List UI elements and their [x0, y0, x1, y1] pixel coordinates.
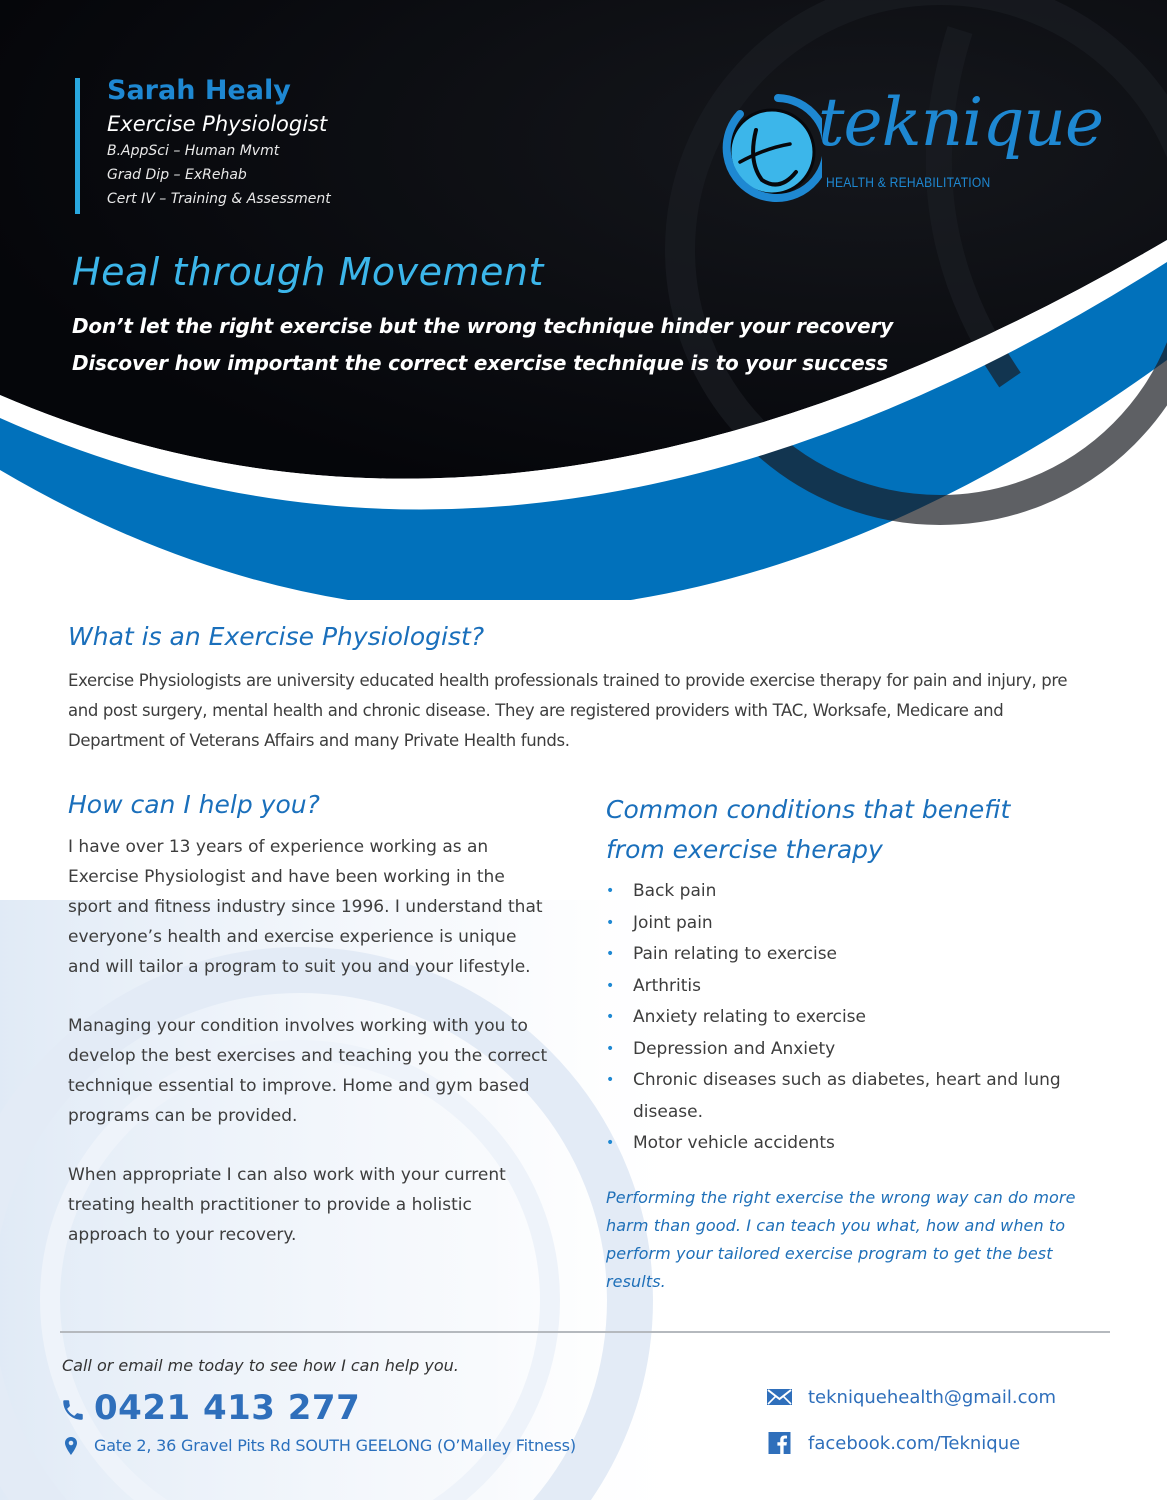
address-row — [64, 1436, 576, 1455]
hero-tagline: Heal through Movement — [72, 250, 544, 294]
how-help-heading: How can I help you? — [68, 790, 320, 819]
list-item: • Arthritis — [606, 971, 1076, 1003]
phone-number[interactable]: 0421 413 277 — [94, 1388, 361, 1428]
how-help-paragraph-3: When appropriate I can also work with your current treating health practitioner to provide a holistic approach to your recovery. — [68, 1165, 506, 1245]
how-help-body — [68, 832, 548, 1279]
list-item: • Chronic diseases such as diabetes, heart and lung disease. — [606, 1065, 1076, 1128]
list-item: • Anxiety relating to exercise — [606, 1002, 1076, 1034]
logo-wordmark: teknique — [818, 84, 1104, 161]
list-item: • Motor vehicle accidents — [606, 1128, 1076, 1160]
profile-block — [75, 75, 331, 214]
bullet-icon: • — [606, 946, 615, 962]
map-pin-icon — [64, 1437, 78, 1455]
hero-subline-2: Discover how important the correct exercise technique is to your success — [72, 351, 888, 375]
teknique-logo — [722, 84, 1104, 212]
email-link[interactable]: tekniquehealth@gmail.com — [808, 1386, 1057, 1408]
hero-subline-1: Don’t let the right exercise but the wrong technique hinder your recovery — [72, 314, 894, 338]
phone-row[interactable] — [60, 1388, 360, 1428]
bullet-icon: • — [606, 883, 615, 899]
qualification-2: Grad Dip – ExRehab — [107, 167, 247, 183]
footer-divider — [60, 1331, 1110, 1333]
bullet-icon: • — [606, 977, 615, 994]
phone-icon — [60, 1397, 86, 1423]
list-item: • Joint pain — [606, 908, 1076, 940]
list-item: • Back pain — [606, 876, 1076, 908]
qualification-1: B.AppSci – Human Mvmt — [107, 143, 280, 159]
facebook-link[interactable]: facebook.com/Teknique — [808, 1432, 1021, 1454]
how-help-paragraph-2: Managing your condition involves working with you to develop the best exercises and teaching you the correct technique essential to improve. Home and gym based programs can be provided. — [68, 1016, 548, 1126]
technique-quote: Performing the right exercise the wrong way can do more harm than good. I can teach you what, how and when to perform your tailored exercise program to get the best results. — [606, 1188, 1076, 1291]
conditions-list — [606, 876, 1076, 1160]
what-is-body: Exercise Physiologists are university educated health professionals trained to provide exercise therapy for pain and injury, pre and post surgery, mental health and chronic disease. They are registered providers with TAC, Worksafe, Medicare and Department of Veterans Affairs and many Private Health funds. — [68, 671, 1068, 750]
list-item: • Pain relating to exercise — [606, 939, 1076, 971]
profile-role: Exercise Physiologist — [107, 112, 328, 136]
profile-name: Sarah Healy — [107, 75, 291, 106]
address-text: Gate 2, 36 Gravel Pits Rd SOUTH GEELONG (O’Malley Fitness) — [94, 1436, 576, 1455]
bullet-icon: • — [606, 1040, 615, 1057]
bullet-icon: • — [606, 1135, 615, 1151]
how-help-paragraph-1: I have over 13 years of experience working as an Exercise Physiologist and have been working in the sport and fitness industry since 1996. I understand that everyone’s health and exercise experience is unique and will tailor a program to suit you and your lifestyle. — [68, 837, 543, 977]
call-to-action: Call or email me today to see how I can help you. — [62, 1356, 459, 1375]
facebook-row[interactable] — [767, 1432, 1020, 1454]
qualification-3: Cert IV – Training & Assessment — [107, 191, 331, 207]
logo-subtitle: HEALTH & REHABILITATION — [826, 174, 991, 190]
what-is-heading: What is an Exercise Physiologist? — [68, 622, 485, 651]
email-row[interactable] — [767, 1386, 1056, 1408]
bullet-icon: • — [606, 1009, 615, 1025]
envelope-icon — [767, 1386, 792, 1408]
bullet-icon: • — [606, 1072, 615, 1088]
list-item: • Depression and Anxiety — [606, 1034, 1076, 1066]
t-circle-logo-icon — [722, 92, 822, 208]
conditions-heading: Common conditions that benefit from exercise therapy — [606, 795, 1011, 864]
bullet-icon: • — [606, 914, 615, 931]
facebook-icon — [767, 1432, 792, 1454]
